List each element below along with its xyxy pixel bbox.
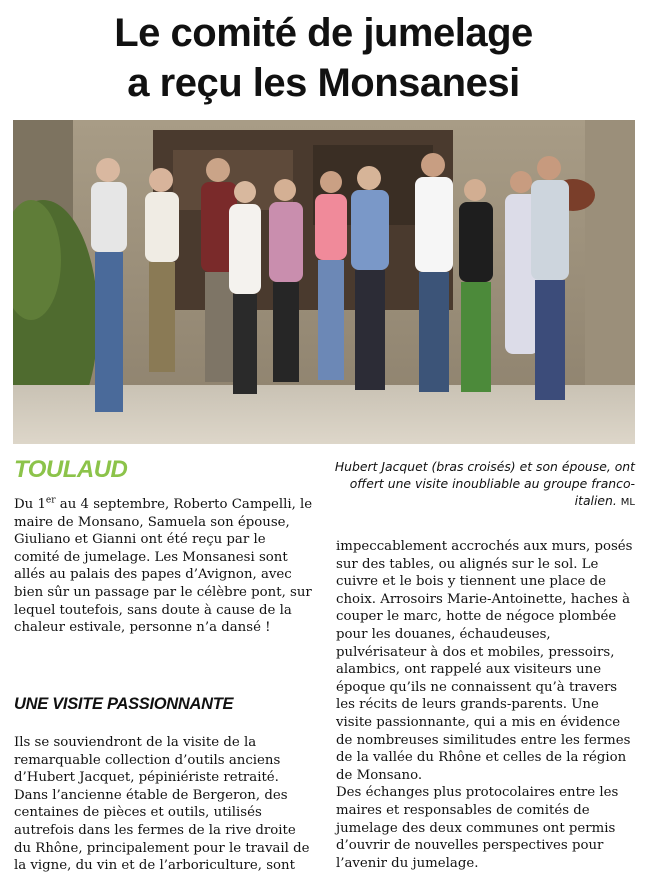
body-paragraph-col2-2: Des échanges plus protocolaires entre les maires et responsables de comités de jumelage des deux communes ont permis d’ouvrir de nouvelles perspectives pour l’avenir du jumelage. [336,785,619,871]
photo-credit: ML [620,497,635,508]
headline-line-2: a reçu les Monsanesi [127,61,520,105]
intro-prefix: Du [14,497,38,512]
body-paragraph-col2-1: impeccablement accrochés aux murs, posés sur des tables, ou alignés sur le sol. Le cuivre et le bois y tiennent une place de choix. Arrosoirs Marie-Antoinette, haches à couper le marc, hotte de négoce plombée pour les douanes, échaudeuses, pulvérisateur à dos et mobiles, pressoirs, alambics, ont rappelé aux visiteurs une époque qu’ils ne connaissent qu’à travers les récits de leurs grands-parents. Une visite passionnante, qui a mis en évidence de nombreuses similitudes entre les fermes de la vallée du Rhône et celles de la région de Monsano. [336,539,633,783]
article-column-1-body [14,734,314,875]
locality-label: TOULAUD [14,456,128,483]
intro-paragraph [14,496,314,637]
caption-text: Hubert Jacquet (bras croisés) et son épouse, ont offert une visite inoubliable au groupe franco-italien. [334,459,635,508]
intro-day-start: 1 [37,497,46,512]
intro-ordinal-sup: er [45,495,56,506]
article-column-2 [336,538,636,872]
body-paragraph-col1: Ils se souviendront de la visite de la remarquable collection d’outils anciens d’Hubert Jacquet, pépiniériste retraité. Dans l’ancienne étable de Bergeron, des centaines de pièces et outils, utilisés autrefois dans les fermes de la rive droite du Rhône, principalement pour le travail de la vigne, du vin et de l’arboriculture, sont [14,735,310,874]
group-photo [13,120,635,444]
headline-line-1: Le comité de jumelage [114,11,533,55]
intro-rest: au 4 septembre, Roberto Campelli, le maire de Monsano, Samuela son épouse, Giuliano et Gianni ont été reçu par le comité de jumelage. Les Monsanesi sont allés au palais des papes d’Avignon, avec bien sûr un passage par le célèbre pont, sur lequel toutefois, sans doute à cause de la chaleur estivale, personne n’a dansé ! [14,497,313,636]
headline [0,8,647,108]
section-subhead: UNE VISITE PASSIONNANTE [14,695,234,713]
photo-caption [330,458,635,511]
article-column-1 [14,496,314,637]
